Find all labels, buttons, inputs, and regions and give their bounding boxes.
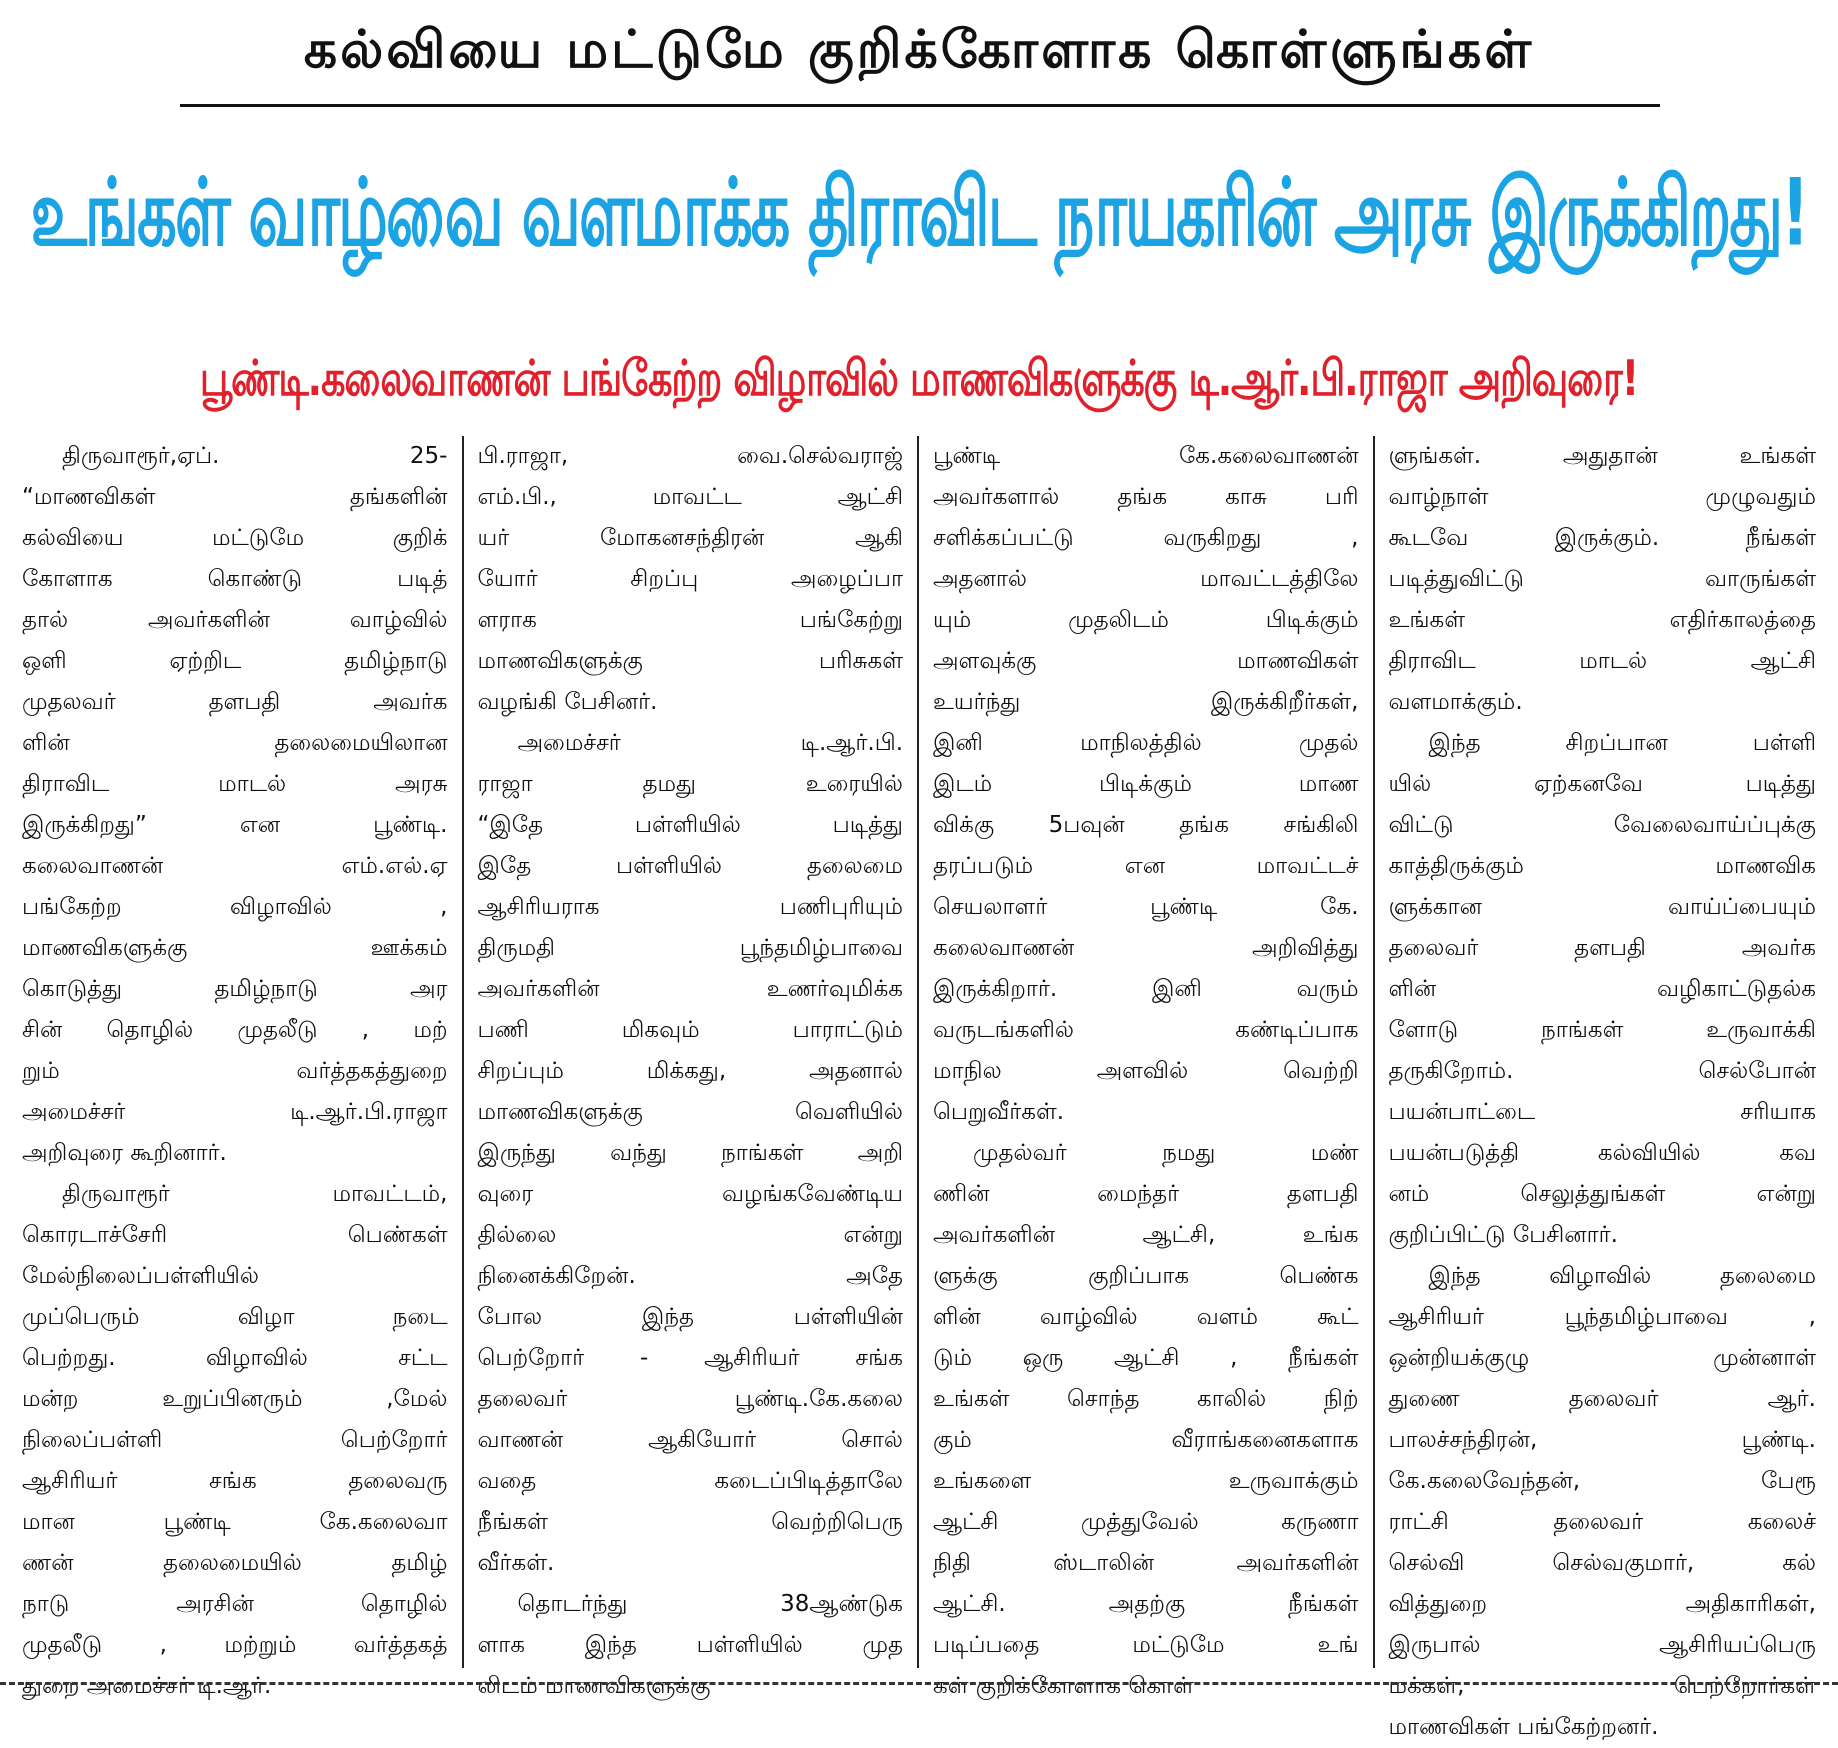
article-line: பணி மிகவும் பாராட்டும் <box>477 1017 903 1043</box>
article-line: வதை கடைப்பிடித்தாலே <box>477 1468 903 1494</box>
article-line: நிதி ஸ்டாலின் அவர்களின் <box>933 1550 1359 1576</box>
article-line: ளுக்கான வாய்ப்பையும் <box>1388 894 1816 920</box>
article-line: ளின் வழிகாட்டுதல்க <box>1388 976 1816 1002</box>
article-line: முதலீடு , மற்றும் வர்த்தகத் <box>22 1632 448 1658</box>
article-line: கல்வியை மட்டுமே குறிக் <box>22 525 448 551</box>
article-line: விக்கு 5பவுன் தங்க சங்கிலி <box>933 812 1359 838</box>
article-line: திருமதி பூந்தமிழ்பாவை <box>477 935 903 961</box>
article-line: பி.ராஜா, வை.செல்வராஜ் <box>477 443 903 469</box>
article-line: கும் வீராங்கனைகளாக <box>933 1427 1359 1453</box>
article-line: படிப்பதை மட்டுமே உங் <box>933 1632 1359 1658</box>
article-line: சின் தொழில் முதலீடு , மற் <box>22 1017 448 1043</box>
article-line: அளவுக்கு மாணவிகள் <box>933 648 1359 674</box>
article-line: வித்துறை அதிகாரிகள், <box>1388 1591 1816 1617</box>
article-line: ஆசிரியராக பணிபுரியும் <box>477 894 903 920</box>
article-line: சளிக்கப்பட்டு வருகிறது , <box>933 525 1359 551</box>
article-line: இடம் பிடிக்கும் மாண <box>933 771 1359 797</box>
article-line: முதலவர் தளபதி அவர்க <box>22 689 448 715</box>
article-line: டும் ஒரு ஆட்சி , நீங்கள் <box>933 1345 1359 1371</box>
article-line: இருந்து வந்து நாங்கள் அறி <box>477 1140 903 1166</box>
sub-headline: பூண்டி.கலைவாணன் பங்கேற்ற விழாவில் மாணவிகளுக்கு டி.ஆர்.பி.ராஜா அறிவுரை! <box>199 349 1639 407</box>
kicker-heading: கல்வியை மட்டுமே குறிக்கோளாக கொள்ளுங்கள் <box>303 20 1535 80</box>
article-line: யர் மோகனசந்திரன் ஆகி <box>477 525 903 551</box>
article-line: நீங்கள் வெற்றிபெரு <box>477 1509 903 1535</box>
article-line: ஆட்சி. அதற்கு நீங்கள் <box>933 1591 1359 1617</box>
article-line: திருவாரூர் மாவட்டம், <box>62 1181 448 1207</box>
article-line: வழங்கி பேசினர். <box>477 689 658 715</box>
article-column-1 <box>8 436 464 1699</box>
article-line: ளராக பங்கேற்று <box>477 607 903 633</box>
article-line: ஒளி ஏற்றிட தமிழ்நாடு <box>22 648 448 674</box>
article-line: செல்வி செல்வகுமார், கல் <box>1388 1550 1816 1576</box>
article-line: பயன்பாட்டை சரியாக <box>1388 1099 1816 1125</box>
article-line: ளுங்கள். அதுதான் உங்கள் <box>1388 443 1816 469</box>
article-line: ளின் தலைமையிலான <box>22 730 448 756</box>
article-line: சிறப்பும் மிக்கது, அதனால் <box>477 1058 903 1084</box>
article-line: இந்த சிறப்பான பள்ளி <box>1428 730 1816 756</box>
article-line: வருடங்களில் கண்டிப்பாக <box>933 1017 1359 1043</box>
article-line: உங்களை உருவாக்கும் <box>933 1468 1359 1494</box>
article-line: இருக்கிறார். இனி வரும் <box>933 976 1359 1002</box>
article-line: திராவிட மாடல் ஆட்சி <box>1388 648 1816 674</box>
main-headline: உங்கள் வாழ்வை வளமாக்க திராவிட நாயகரின் அரசு இருக்கிறது! <box>30 157 1808 267</box>
article-line: உங்கள் எதிர்காலத்தை <box>1388 607 1816 633</box>
article-line: படித்துவிட்டு வாருங்கள் <box>1388 566 1816 592</box>
article-line: யும் முதலிடம் பிடிக்கும் <box>933 607 1359 633</box>
article-line: கொரடாச்சேரி பெண்கள் <box>22 1222 448 1248</box>
article-line: ராட்சி தலைவர் கலைச் <box>1388 1509 1816 1535</box>
article-line: தால் அவர்களின் வாழ்வில் <box>22 607 448 633</box>
article-line: தலைவர் தளபதி அவர்க <box>1388 935 1816 961</box>
article-line: உங்கள் சொந்த காலில் நிற் <box>933 1386 1359 1412</box>
article-body <box>8 436 1830 1740</box>
article-line: மாநில அளவில் வெற்றி <box>933 1058 1359 1084</box>
article-line: மன்ற உறுப்பினரும் ,மேல் <box>22 1386 448 1412</box>
article-line: இதே பள்ளியில் தலைமை <box>477 853 903 879</box>
article-line: ணன் தலைமையில் தமிழ் <box>22 1550 448 1576</box>
article-line: தலைவர் பூண்டி.கே.கலை <box>477 1386 903 1412</box>
article-line: இனி மாநிலத்தில் முதல் <box>933 730 1359 756</box>
article-line: மாணவிகளுக்கு வெளியில் <box>477 1099 903 1125</box>
article-line: யோர் சிறப்பு அழைப்பா <box>477 566 903 592</box>
article-line: கோளாக கொண்டு படித் <box>22 566 448 592</box>
article-line: அமைச்சர் டி.ஆர்.பி.ராஜா <box>22 1099 448 1125</box>
article-line: அமைச்சர் டி.ஆர்.பி. <box>517 730 903 756</box>
article-line: ஆசிரியர் பூந்தமிழ்பாவை , <box>1388 1304 1816 1330</box>
article-line: திராவிட மாடல் அரசு <box>22 771 448 797</box>
article-column-4 <box>1375 436 1831 1740</box>
article-line: திருவாரூர்,ஏப். 25- <box>62 443 448 469</box>
article-line: மாணவிகளுக்கு ஊக்கம் <box>22 935 448 961</box>
article-line: ளோடு நாங்கள் உருவாக்கி <box>1388 1017 1816 1043</box>
article-line: அவர்களால் தங்க காசு பரி <box>933 484 1359 510</box>
article-line: பங்கேற்ற விழாவில் , <box>22 894 448 920</box>
article-line: உயர்ந்து இருக்கிறீர்கள், <box>933 689 1359 715</box>
article-line: மான பூண்டி கே.கலைவா <box>22 1509 448 1535</box>
article-line: கலைவாணன் அறிவித்து <box>933 935 1359 961</box>
article-line: பாலச்சந்திரன், பூண்டி. <box>1388 1427 1816 1453</box>
article-line: இருக்கிறது” என பூண்டி. <box>22 812 448 838</box>
article-line: முப்பெரும் விழா நடை <box>22 1304 448 1330</box>
article-line: துணை தலைவர் ஆர். <box>1388 1386 1816 1412</box>
article-line: வாழ்நாள் முழுவதும் <box>1388 484 1816 510</box>
article-line: ஆட்சி முத்துவேல் கருணா <box>933 1509 1359 1535</box>
article-line: கூடவே இருக்கும். நீங்கள் <box>1388 525 1816 551</box>
bottom-dashed-rule <box>0 1682 1838 1685</box>
article-line: அறிவுரை கூறினார். <box>22 1140 227 1166</box>
article-line: லிடம் மாணவிகளுக்கு <box>477 1673 711 1699</box>
article-line: மாணவிகளுக்கு பரிசுகள் <box>477 648 903 674</box>
article-line: பூண்டி கே.கலைவாணன் <box>933 443 1359 469</box>
article-line: தில்லை என்று <box>477 1222 903 1248</box>
article-line: அவர்களின் ஆட்சி, உங்க <box>933 1222 1359 1248</box>
article-line: விட்டு வேலைவாய்ப்புக்கு <box>1388 812 1816 838</box>
article-line: தரப்படும் என மாவட்டச் <box>933 853 1359 879</box>
article-line: வாணன் ஆகியோர் சொல் <box>477 1427 903 1453</box>
article-line: செயலாளர் பூண்டி கே. <box>933 894 1359 920</box>
article-line: துறை அமைச்சர் டி.ஆர். <box>22 1673 272 1699</box>
article-line: பெற்றது. விழாவில் சட்ட <box>22 1345 448 1371</box>
article-line: கள் குறிக்கோளாக கொள் <box>933 1673 1194 1699</box>
article-line: “மாணவிகள் தங்களின் <box>22 484 448 510</box>
article-line: வுரை வழங்கவேண்டிய <box>477 1181 903 1207</box>
article-line: மாணவிகள் பங்கேற்றனர். <box>1388 1714 1659 1740</box>
article-line: ளுக்கு குறிப்பாக பெண்க <box>933 1263 1359 1289</box>
article-line: அவர்களின் உணர்வுமிக்க <box>477 976 903 1002</box>
article-line: நிலைப்பள்ளி பெற்றோர் <box>22 1427 448 1453</box>
article-line: நினைக்கிறேன். அதே <box>477 1263 903 1289</box>
article-line: போல இந்த பள்ளியின் <box>477 1304 903 1330</box>
article-line: ராஜா தமது உரையில் <box>477 771 903 797</box>
article-line: ளாக இந்த பள்ளியில் முத <box>477 1632 903 1658</box>
article-line: பெற்றோர் - ஆசிரியர் சங்க <box>477 1345 903 1371</box>
article-line: ணின் மைந்தர் தளபதி <box>933 1181 1359 1207</box>
article-line: வளமாக்கும். <box>1388 689 1523 715</box>
article-line: தொடர்ந்து 38ஆண்டுக <box>517 1591 903 1617</box>
article-line: மேல்நிலைப்பள்ளியில் <box>22 1263 259 1289</box>
article-line: இருபால் ஆசிரியப்பெரு <box>1388 1632 1816 1658</box>
article-line: றும் வர்த்தகத்துறை <box>22 1058 448 1084</box>
article-line: பெறுவீர்கள். <box>933 1099 1065 1125</box>
article-line: இந்த விழாவில் தலைமை <box>1428 1263 1816 1289</box>
article-column-2 <box>464 436 920 1699</box>
article-line: குறிப்பிட்டு பேசினார். <box>1388 1222 1618 1248</box>
article-line: யில் ஏற்கனவே படித்து <box>1388 771 1816 797</box>
article-line: ஒன்றியக்குழு முன்னாள் <box>1388 1345 1816 1371</box>
article-line: கே.கலைவேந்தன், பேரூ <box>1388 1468 1816 1494</box>
article-line: தருகிறோம். செல்போன் <box>1388 1058 1816 1084</box>
article-line: பயன்படுத்தி கல்வியில் கவ <box>1388 1140 1816 1166</box>
article-line: “இதே பள்ளியில் படித்து <box>477 812 903 838</box>
article-line: வீர்கள். <box>477 1550 555 1576</box>
article-line: கலைவாணன் எம்.எல்.ஏ <box>22 853 448 879</box>
article-line: எம்.பி., மாவட்ட ஆட்சி <box>477 484 903 510</box>
article-column-3 <box>919 436 1375 1699</box>
article-line: மக்கள், பெற்றோர்கள் <box>1388 1673 1816 1699</box>
article-line: முதல்வர் நமது மண் <box>973 1140 1359 1166</box>
article-line: காத்திருக்கும் மாணவிக <box>1388 853 1816 879</box>
article-line: ளின் வாழ்வில் வளம் கூட் <box>933 1304 1359 1330</box>
article-line: நாடு அரசின் தொழில் <box>22 1591 448 1617</box>
article-line: ஆசிரியர் சங்க தலைவரு <box>22 1468 448 1494</box>
article-line: னம் செலுத்துங்கள் என்று <box>1388 1181 1816 1207</box>
article-line: கொடுத்து தமிழ்நாடு அர <box>22 976 448 1002</box>
article-line: அதனால் மாவட்டத்திலே <box>933 566 1359 592</box>
